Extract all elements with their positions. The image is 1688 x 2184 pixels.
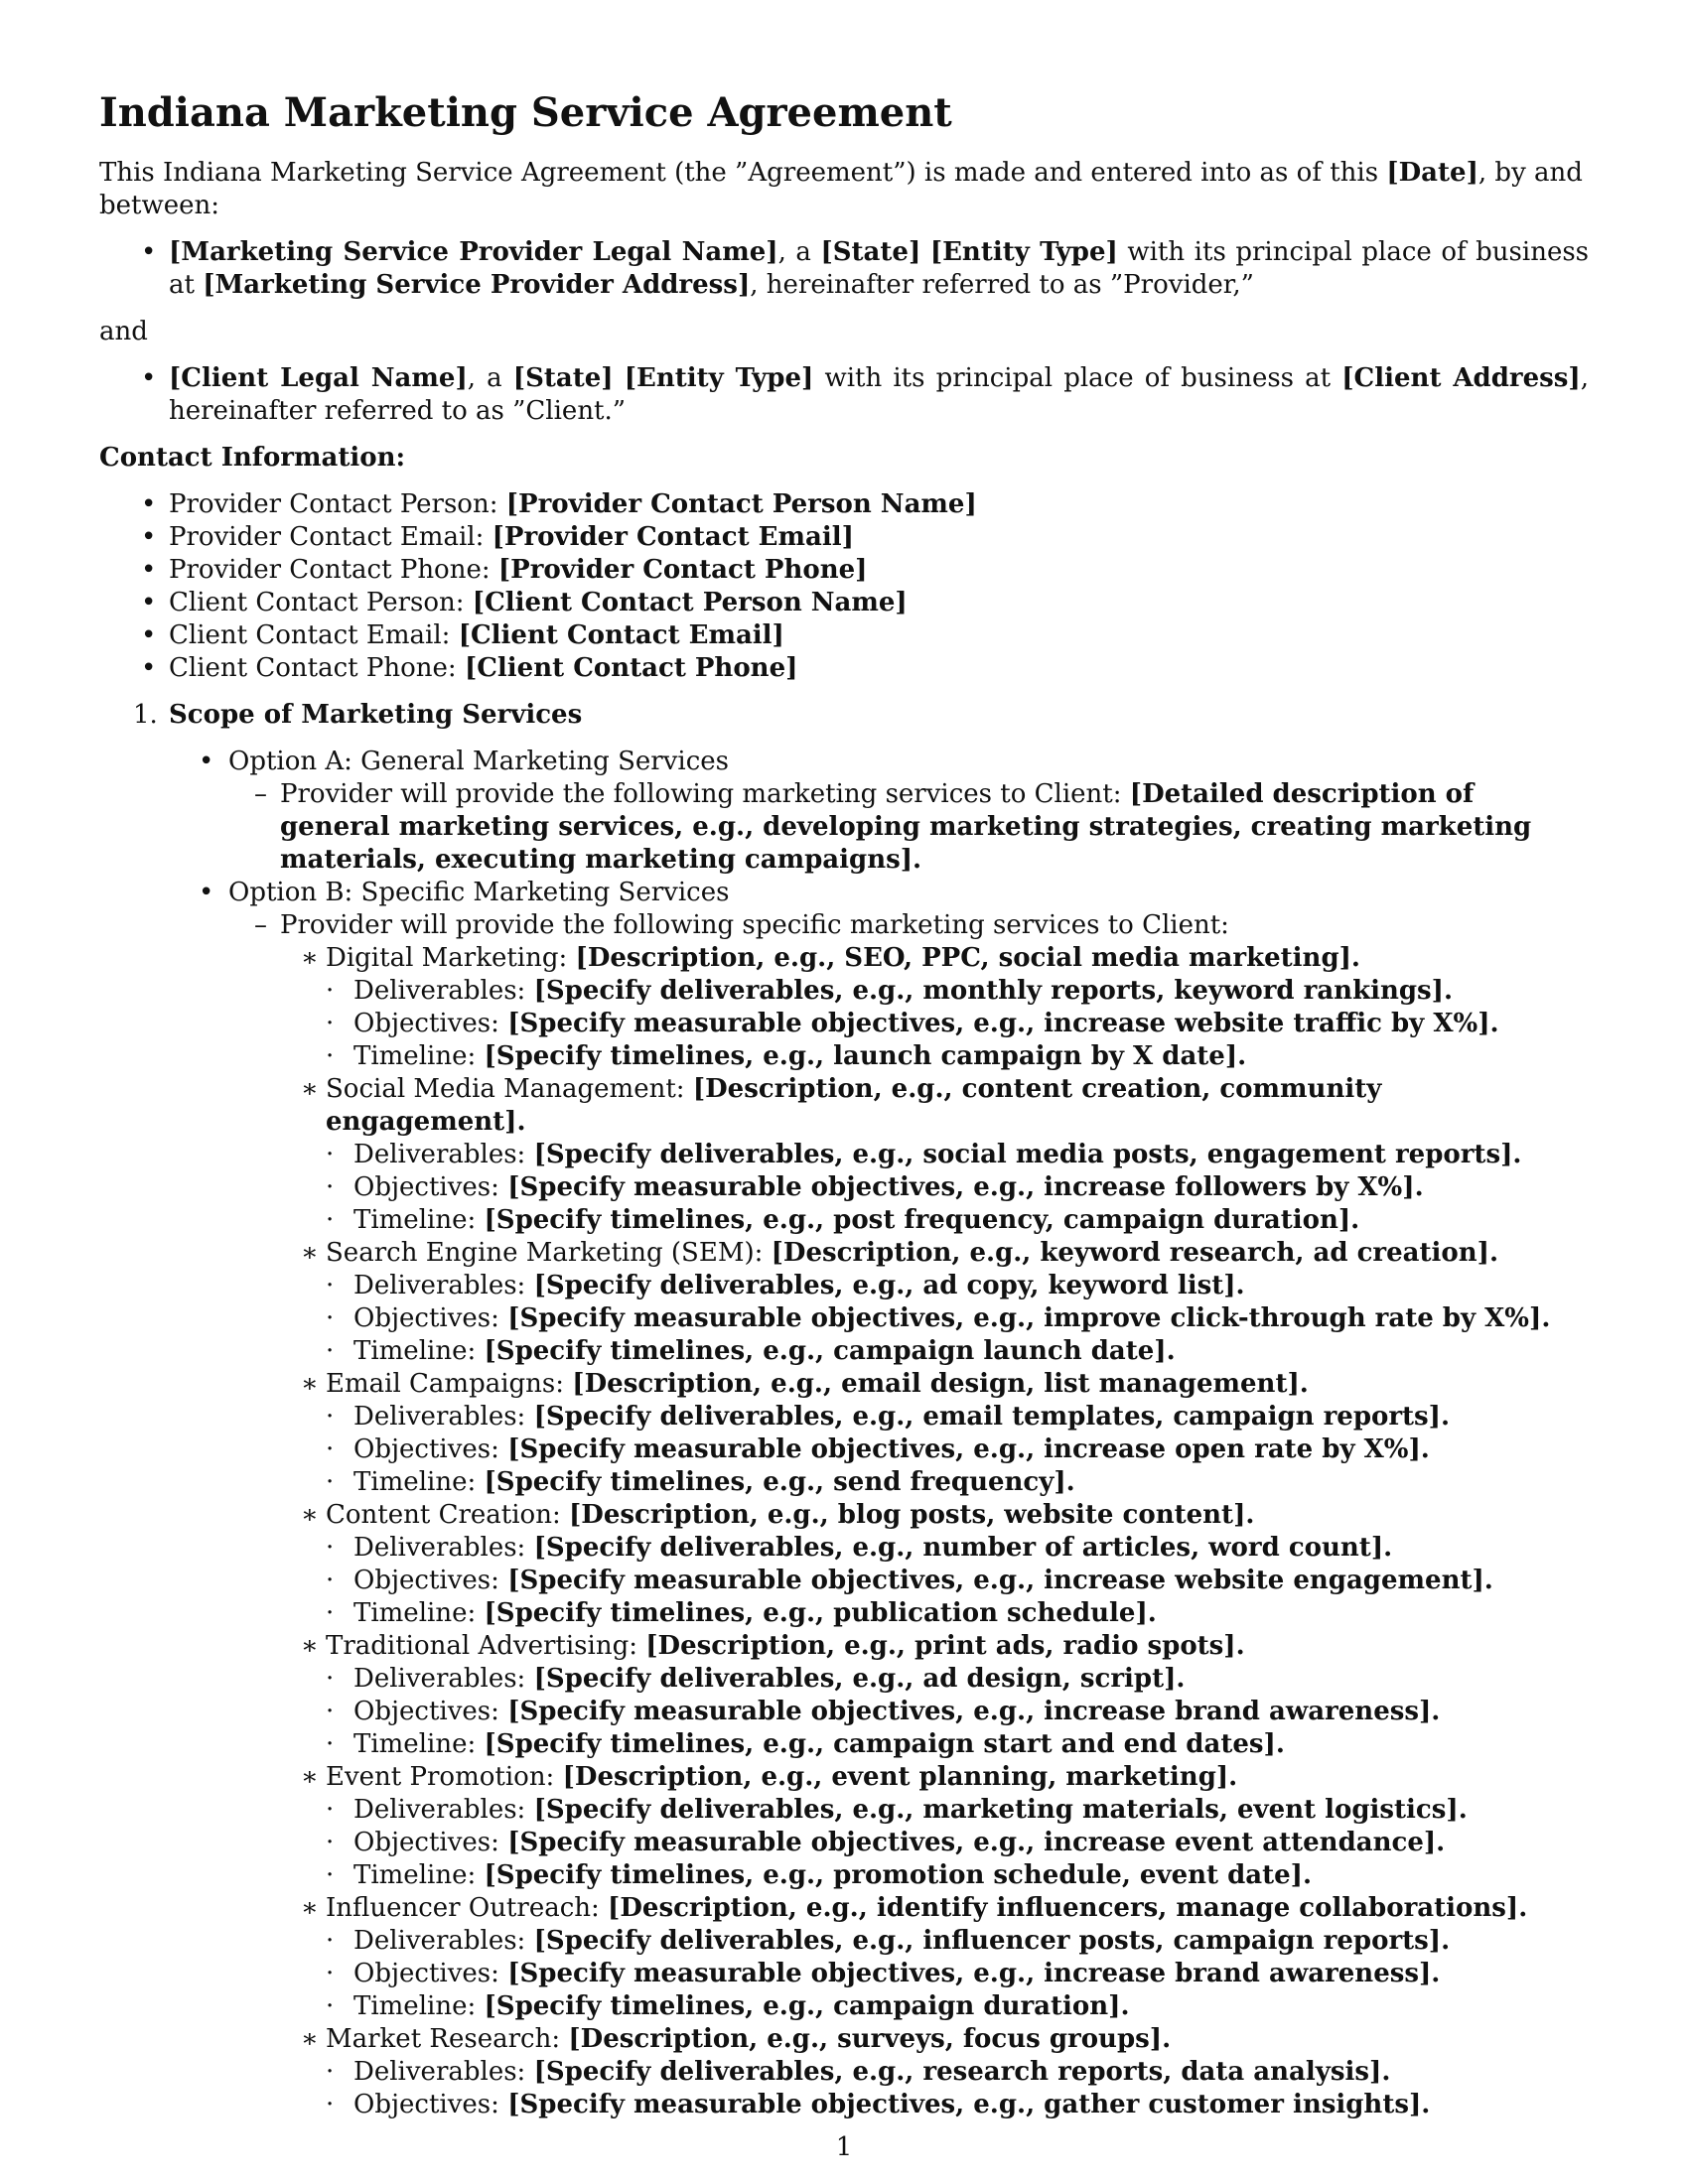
service-detail [99,1040,1589,1073]
detail-value: [Specify deliverables, e.g., research reports, data analysis]. [533,2057,1391,2087]
date-placeholder: [Date] [1386,158,1478,188]
client-party [99,362,1589,428]
dot-icon: · [326,1598,335,1628]
intro-text-end: , by and between: [99,158,1583,220]
detail-label: Deliverables: [353,1926,534,1956]
detail-label: Timeline: [353,1729,485,1759]
dot-icon: · [326,1402,335,1432]
service-name: Influencer Outreach: [326,1893,609,1923]
detail-value: [Specify timelines, e.g., send frequency]. [484,1467,1075,1497]
contact-value: [Provider Contact Person Name] [505,489,977,519]
service-item [99,1499,1589,1532]
provider-text: with its principal place of business at [169,237,1590,300]
detail-value: [Specify measurable objectives, e.g., increase followers by X%]. [507,1172,1424,1202]
provider-text: , a [777,237,821,267]
service-item [99,1073,1589,1139]
service-detail [99,1335,1589,1368]
bullet-icon: • [141,237,157,267]
dot-icon: · [326,976,335,1006]
detail-value: [Specify deliverables, e.g., monthly reports, keyword rankings]. [533,976,1454,1006]
detail-label: Timeline: [353,1336,485,1366]
detail-value: [Specify measurable objectives, e.g., increase brand awareness]. [507,1697,1441,1726]
service-description: [Description, e.g., identify influencers, manage collaborations]. [608,1893,1528,1923]
dot-icon: · [326,1860,335,1890]
contact-label: Client Contact Email: [169,620,459,650]
dot-icon: · [326,1566,335,1595]
contact-heading [99,442,1589,475]
service-description: [Description, e.g., surveys, focus groups]. [568,2024,1172,2054]
provider-reference: , hereinafter referred to as ”Provider,” [750,270,1254,300]
asterisk-icon: ∗ [301,1762,319,1792]
detail-label: Timeline: [353,1205,485,1235]
service-name: Market Research: [326,2024,569,2054]
detail-value: [Specify timelines, e.g., campaign start and end dates]. [484,1729,1285,1759]
detail-value: [Specify deliverables, e.g., number of articles, word count]. [533,1533,1393,1563]
bullet-icon: • [199,747,214,776]
dot-icon: · [326,1172,335,1202]
detail-label: Objectives: [353,1009,508,1038]
service-detail [99,1990,1589,2023]
service-description: [Description, e.g., print ads, radio spots]. [645,1631,1245,1661]
client-legal-name: [Client Legal Name] [169,363,468,393]
contact-item [99,652,1589,685]
service-detail [99,1794,1589,1827]
detail-value: [Specify timelines, e.g., promotion schedule, event date]. [484,1860,1313,1890]
service-description: [Description, e.g., SEO, PPC, social media marketing]. [575,943,1360,973]
dot-icon: · [326,2090,335,2119]
detail-value: [Specify deliverables, e.g., ad copy, keyword list]. [533,1271,1245,1300]
option-b [99,877,1589,909]
service-detail [99,1466,1589,1499]
contact-label: Client Contact Person: [169,588,473,617]
service-description: [Description, e.g., blog posts, website content]. [568,1500,1255,1530]
service-detail [99,1270,1589,1302]
option-a-text: Provider will provide the following marketing services to Client: [280,779,1130,809]
contact-list [99,488,1589,685]
document-title: Indiana Marketing Service Agreement [99,89,952,136]
detail-label: Timeline: [353,1467,485,1497]
detail-label: Objectives: [353,1828,508,1857]
detail-value: [Specify deliverables, e.g., marketing materials, event logistics]. [533,1795,1468,1825]
dot-icon: · [326,1533,335,1563]
dot-icon: · [326,1271,335,1300]
service-detail [99,1532,1589,1565]
detail-label: Timeline: [353,1860,485,1890]
detail-value: [Specify deliverables, e.g., ad design, script]. [533,1664,1186,1694]
detail-value: [Specify measurable objectives, e.g., increase website traffic by X%]. [507,1009,1499,1038]
bullet-icon: • [141,489,157,519]
detail-value: [Specify timelines, e.g., post frequency, campaign duration]. [484,1205,1360,1235]
service-name: Social Media Management: [326,1074,693,1104]
service-detail [99,1302,1589,1335]
detail-label: Objectives: [353,2090,508,2119]
provider-legal-name: [Marketing Service Provider Legal Name] [169,237,778,267]
section-number: 1. [133,700,158,730]
service-item [99,1368,1589,1401]
service-item [99,1237,1589,1270]
option-b-description [99,909,1589,942]
service-detail [99,2089,1589,2121]
detail-label: Timeline: [353,1041,485,1071]
dot-icon: · [326,1467,335,1497]
detail-value: [Specify measurable objectives, e.g., increase brand awareness]. [507,1959,1441,1988]
service-name: Digital Marketing: [326,943,576,973]
bullet-icon: • [141,522,157,552]
contact-label: Provider Contact Email: [169,522,492,552]
detail-label: Timeline: [353,1598,485,1628]
contact-label: Client Contact Phone: [169,653,465,683]
contact-label: Provider Contact Phone: [169,555,498,585]
dot-icon: · [326,2057,335,2087]
option-b-label: Option B: Specific Marketing Services [228,878,730,907]
service-detail [99,1663,1589,1696]
detail-label: Objectives: [353,1566,508,1595]
detail-label: Objectives: [353,1303,508,1333]
service-detail [99,1859,1589,1892]
intro-text: This Indiana Marketing Service Agreement (the ”Agreement”) is made and entered into as of this [99,158,1387,188]
asterisk-icon: ∗ [301,1369,319,1399]
dot-icon: · [326,1041,335,1071]
bullet-icon: • [141,555,157,585]
dash-icon: – [254,779,267,809]
dot-icon: · [326,1828,335,1857]
detail-label: Deliverables: [353,976,534,1006]
detail-label: Objectives: [353,1172,508,1202]
contact-item [99,488,1589,521]
dot-icon: · [326,1926,335,1956]
dash-icon: – [254,910,267,940]
detail-value: [Specify measurable objectives, e.g., increase event attendance]. [507,1828,1446,1857]
service-name: Search Engine Marketing (SEM): [326,1238,772,1268]
detail-label: Objectives: [353,1959,508,1988]
bullet-icon: • [141,588,157,617]
service-item [99,942,1589,975]
detail-label: Deliverables: [353,1402,534,1432]
bullet-icon: • [141,620,157,650]
service-description: [Description, e.g., keyword research, ad creation]. [771,1238,1499,1268]
contact-value: [Client Contact Email] [458,620,784,650]
dot-icon: · [326,1729,335,1759]
service-detail [99,1958,1589,1990]
detail-label: Deliverables: [353,2057,534,2087]
detail-value: [Specify measurable objectives, e.g., gather customer insights]. [507,2090,1431,2119]
client-text: , a [467,363,513,393]
detail-value: [Specify deliverables, e.g., influencer posts, campaign reports]. [533,1926,1451,1956]
service-item [99,2023,1589,2056]
client-state: [State] [512,363,614,393]
service-detail [99,1401,1589,1433]
client-reference: , hereinafter referred to as ”Client.” [169,363,1589,426]
contact-label: Provider Contact Person: [169,489,506,519]
contact-value: [Provider Contact Phone] [497,555,868,585]
service-item [99,1630,1589,1663]
asterisk-icon: ∗ [301,1238,319,1268]
contact-item [99,587,1589,619]
dot-icon: · [326,1697,335,1726]
detail-value: [Specify timelines, e.g., publication schedule]. [484,1598,1157,1628]
dot-icon: · [326,1336,335,1366]
dot-icon: · [326,1140,335,1169]
option-a [99,746,1589,778]
detail-label: Objectives: [353,1697,508,1726]
detail-label: Timeline: [353,1991,485,2021]
service-description: [Description, e.g., event planning, marketing]. [562,1762,1238,1792]
dot-icon: · [326,1664,335,1694]
service-name: Email Campaigns: [326,1369,573,1399]
option-a-placeholder: [Detailed description of general marketing services, e.g., developing marketing strategies, creating marketing materials, executing marketing campaigns]. [280,779,1532,875]
service-name: Content Creation: [326,1500,569,1530]
detail-value: [Specify timelines, e.g., campaign launch date]. [484,1336,1176,1366]
service-detail [99,1008,1589,1040]
intro-paragraph [99,157,1589,222]
asterisk-icon: ∗ [301,1631,319,1661]
contact-value: [Client Contact Phone] [464,653,798,683]
detail-label: Deliverables: [353,1140,534,1169]
dot-icon: · [326,1959,335,1988]
detail-value: [Specify measurable objectives, e.g., improve click-through rate by X%]. [507,1303,1551,1333]
detail-label: Deliverables: [353,1664,534,1694]
option-a-label: Option A: General Marketing Services [228,747,730,776]
section-heading [99,699,1589,732]
service-detail [99,1171,1589,1204]
asterisk-icon: ∗ [301,1893,319,1923]
option-a-description [99,778,1589,877]
contact-item [99,554,1589,587]
provider-address: [Marketing Service Provider Address] [203,270,751,300]
service-detail [99,1696,1589,1728]
and-text: and [99,317,148,346]
bullet-icon: • [141,363,157,393]
service-detail [99,1827,1589,1859]
service-detail [99,1597,1589,1630]
dot-icon: · [326,1434,335,1464]
page-number: 1 [835,2132,853,2162]
detail-label: Deliverables: [353,1795,534,1825]
service-detail [99,1565,1589,1597]
client-address: [Client Address] [1341,363,1581,393]
service-name: Event Promotion: [326,1762,563,1792]
service-detail [99,1728,1589,1761]
service-description: [Description, e.g., content creation, community engagement]. [326,1074,1382,1137]
document-page [99,89,1589,2121]
dot-icon: · [326,1991,335,2021]
service-detail [99,1139,1589,1171]
service-detail [99,975,1589,1008]
detail-value: [Specify timelines, e.g., launch campaign by X date]. [484,1041,1247,1071]
service-item [99,1761,1589,1794]
detail-label: Deliverables: [353,1271,534,1300]
asterisk-icon: ∗ [301,1074,319,1104]
contact-value: [Client Contact Person Name] [472,588,908,617]
service-name: Traditional Advertising: [326,1631,646,1661]
detail-value: [Specify deliverables, e.g., email templates, campaign reports]. [533,1402,1451,1432]
provider-state: [State] [820,237,921,267]
contact-item [99,619,1589,652]
bullet-icon: • [141,653,157,683]
detail-value: [Specify deliverables, e.g., social media posts, engagement reports]. [533,1140,1522,1169]
detail-label: Deliverables: [353,1533,534,1563]
contact-item [99,521,1589,554]
client-text: with its principal place of business at [813,363,1342,393]
dot-icon: · [326,1205,335,1235]
bullet-icon: • [199,878,214,907]
dot-icon: · [326,1303,335,1333]
service-detail [99,1433,1589,1466]
contact-heading-text: Contact Information: [99,443,406,473]
dot-icon: · [326,1009,335,1038]
dot-icon: · [326,1795,335,1825]
detail-value: [Specify measurable objectives, e.g., increase website engagement]. [507,1566,1493,1595]
section-title: Scope of Marketing Services [169,700,583,730]
service-item [99,1892,1589,1925]
provider-entity-type: [Entity Type] [929,237,1118,267]
detail-value: [Specify measurable objectives, e.g., increase open rate by X%]. [507,1434,1430,1464]
service-detail [99,1925,1589,1958]
detail-value: [Specify timelines, e.g., campaign duration]. [484,1991,1130,2021]
contact-value: [Provider Contact Email] [492,522,854,552]
detail-label: Objectives: [353,1434,508,1464]
asterisk-icon: ∗ [301,943,319,973]
option-b-text: Provider will provide the following specific marketing services to Client: [280,910,1229,940]
service-description: [Description, e.g., email design, list management]. [572,1369,1309,1399]
asterisk-icon: ∗ [301,2024,319,2054]
provider-party [99,236,1589,302]
asterisk-icon: ∗ [301,1500,319,1530]
service-detail [99,2056,1589,2089]
client-entity-type: [Entity Type] [624,363,814,393]
service-detail [99,1204,1589,1237]
